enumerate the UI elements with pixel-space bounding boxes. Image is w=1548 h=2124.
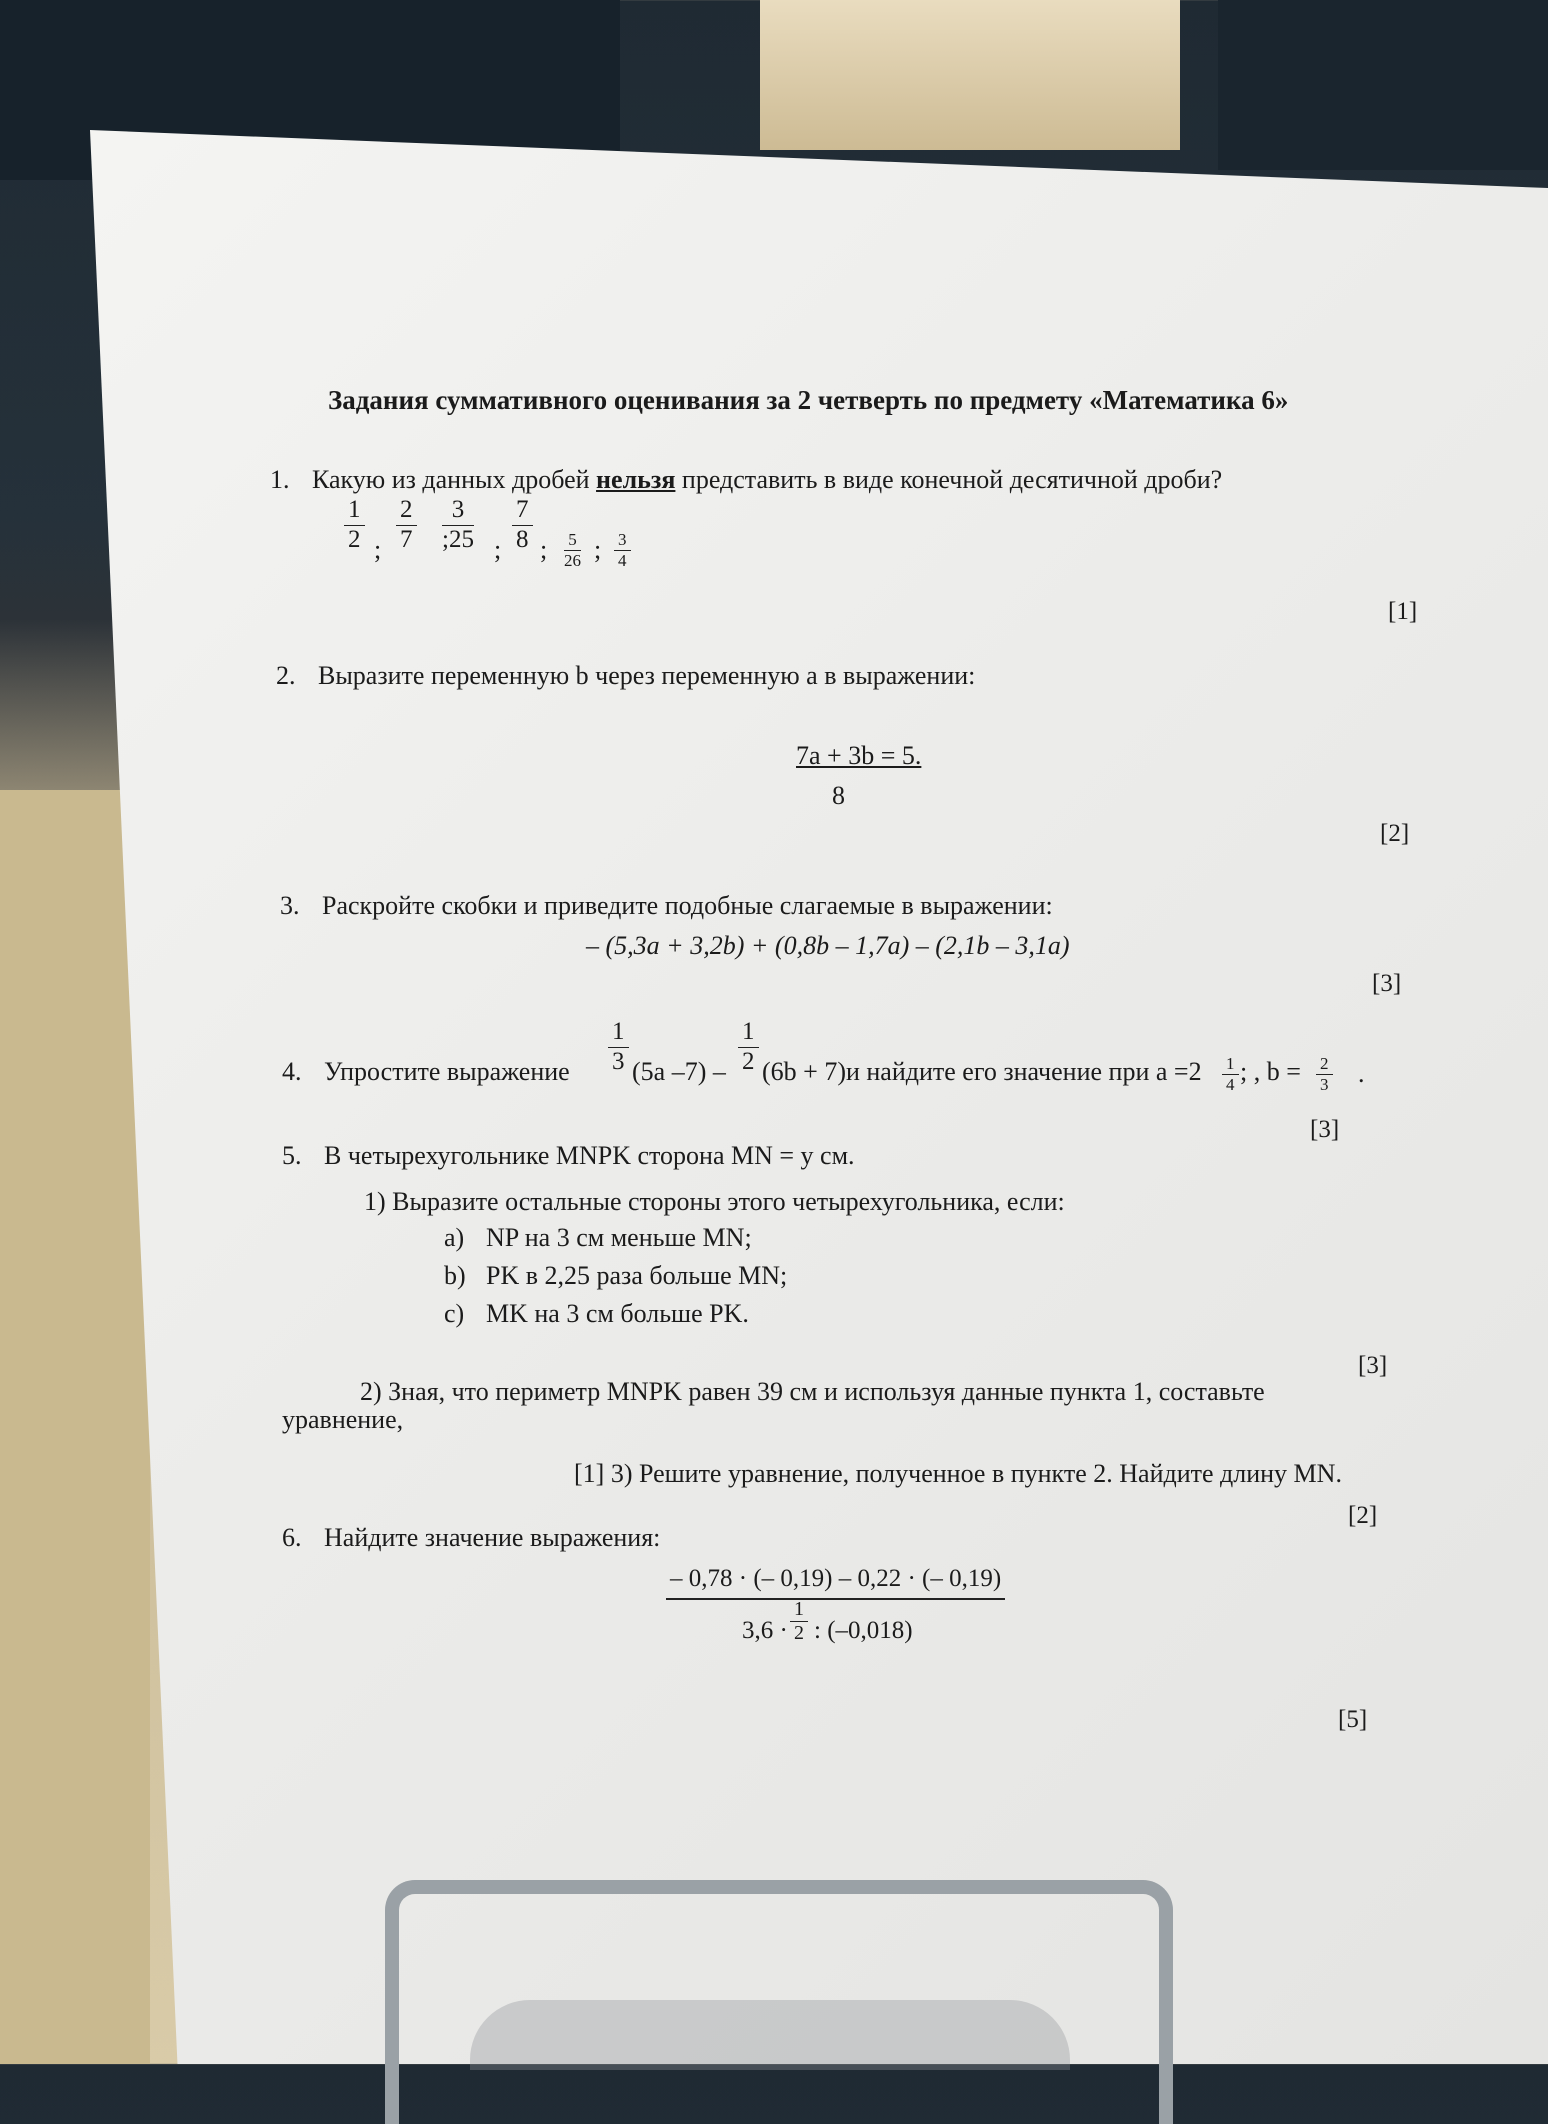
q4-fraction-b: $\frac{2}{3}$ (1316, 1054, 1333, 1094)
q5-subtask-3: [1] 3) Решите уравнение, полученное в пункте 2. Найдите длину MN. (574, 1459, 1342, 1488)
q5-item-b-text: PK в 2,25 раза больше MN; (486, 1261, 788, 1290)
q4-part-2: (6b + 7)и найдите его значение при a =2 (762, 1057, 1202, 1086)
q5-subtask-2-continued: уравнение, (282, 1405, 404, 1434)
q1-mark: [1] (1388, 598, 1418, 625)
q1-sep-5: ; (594, 535, 602, 564)
q4-fraction-a: $\frac{1}{4}$ (1222, 1054, 1239, 1094)
paper-holder-stand (385, 1880, 1173, 2124)
q1-text: Какую из данных дробей нельзя представить в виде конечной десятичной дроби? (312, 465, 1223, 494)
q1-sep-3: ; (494, 535, 502, 564)
q1-fraction-1: $\frac{1}{2}$ (344, 496, 365, 555)
q4-mark: [3] (1310, 1116, 1340, 1143)
q3-expression: – (5,3a + 3,2b) + (0,8b – 1,7a) – (2,1b – 3,1a) (586, 931, 1070, 960)
q3-text: Раскройте скобки и приведите подобные слагаемые в выражении: (322, 891, 1053, 920)
q6-denominator-b: : (–0,018) (814, 1617, 913, 1644)
q5-number: 5. (282, 1141, 302, 1170)
q4-text: Упростите выражение (324, 1057, 570, 1086)
q5-text: В четырехугольнике MNPK сторона MN = y см. (324, 1141, 855, 1170)
q1-emphasis: нельзя (596, 465, 676, 494)
page-title: Задания суммативного оценивания за 2 четверть по предмету «Математика 6» (328, 385, 1289, 415)
q1-fraction-6: $\frac{3}{4}$ (614, 530, 631, 570)
q1-fraction-5: $\frac{5}{26}$ (564, 530, 581, 570)
q2-text: Выразите переменную b через переменную a в выражении: (318, 661, 976, 690)
q1-fraction-2: $\frac{2}{7}$ (396, 496, 417, 555)
q2-number: 2. (276, 661, 296, 690)
q2-equation-denominator: 8 (832, 781, 845, 810)
q1-number: 1. (270, 465, 290, 494)
q2-mark: [2] (1380, 820, 1410, 847)
q4-number: 4. (282, 1057, 302, 1086)
q2-equation-numerator: 7a + 3b = 5. (796, 741, 922, 770)
q6-mark: [5] (1338, 1706, 1368, 1733)
q3-mark: [3] (1372, 970, 1402, 997)
q6-number: 6. (282, 1523, 302, 1552)
q4-part-1: (5a –7) – (632, 1057, 726, 1086)
q4-fraction-2: $\frac{1}{2}$ (738, 1018, 759, 1077)
q6-denominator-a: 3,6 · (742, 1617, 788, 1644)
q5-mark-3: [2] (1348, 1502, 1378, 1529)
q4-fraction-1: $\frac{1}{3}$ (608, 1018, 629, 1077)
q4-end: . (1358, 1059, 1365, 1088)
q5-subtask-1: 1) Выразите остальные стороны этого четырехугольника, если: (364, 1187, 1065, 1216)
q5-item-a-text: NP на 3 см меньше MN; (486, 1223, 752, 1252)
q5-item-c-text: MK на 3 см больше PK. (486, 1299, 749, 1328)
q1-sep-1: ; (374, 535, 382, 564)
q6-denominator-fraction: $\frac{1}{2}$ (790, 1598, 808, 1645)
q1-sep-4: ; (540, 535, 548, 564)
q5-mark-1: [3] (1358, 1352, 1388, 1379)
q6-numerator: – 0,78 · (– 0,19) – 0,22 · (– 0,19) (666, 1564, 1005, 1600)
q4-part-3: ; , b = (1240, 1057, 1301, 1086)
q5-subtask-2: 2) Зная, что периметр MNPK равен 39 см и используя данные пункта 1, составьте (360, 1377, 1265, 1406)
q5-item-b-label: b) (444, 1261, 466, 1290)
q6-text: Найдите значение выражения: (324, 1523, 661, 1552)
q3-number: 3. (280, 891, 300, 920)
q1-fraction-4: $\frac{7}{8}$ (512, 496, 533, 555)
q5-item-a-label: a) (444, 1223, 465, 1252)
q1-fraction-3: $\frac{3}{;25}$ (442, 496, 474, 553)
q5-item-c-label: c) (444, 1299, 465, 1328)
